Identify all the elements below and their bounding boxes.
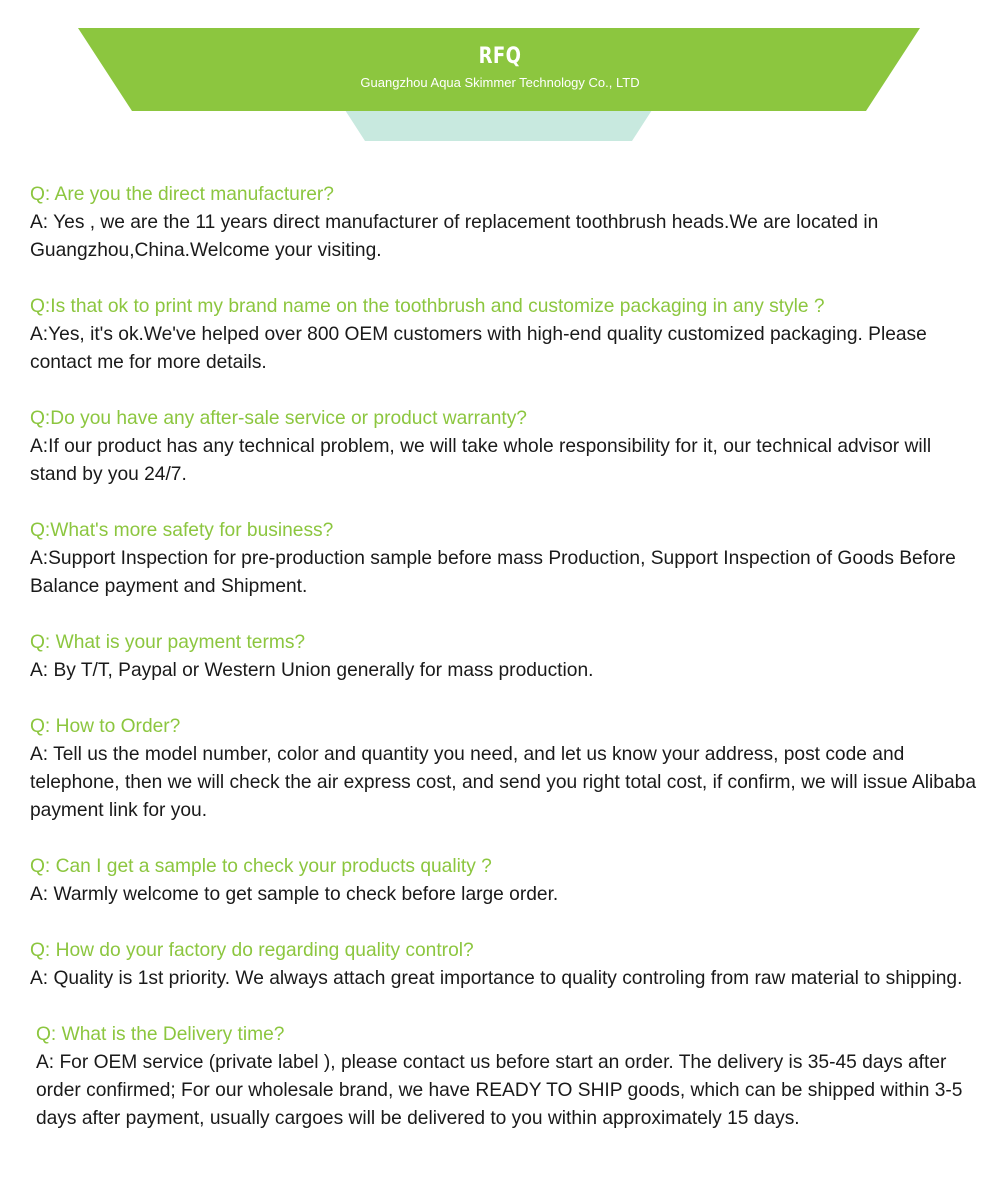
- faq-item-delivery-time: [30, 1021, 980, 1133]
- faq-question: Q: How to Order?: [30, 716, 181, 737]
- faq-answer: A: Yes , we are the 11 years direct manufacturer of replacement toothbrush heads.We are located in Guangzhou,China.Welcome your visiting.: [30, 212, 879, 261]
- faq-question: Q:What's more safety for business?: [30, 520, 334, 541]
- banner-mint-trapezoid: [345, 110, 652, 141]
- faq-question: Q: Can I get a sample to check your products quality ?: [30, 856, 492, 877]
- faq-item-after-sale: [30, 405, 980, 489]
- faq-item-brand-printing: [30, 293, 980, 377]
- faq-question: Q: What is your payment terms?: [30, 632, 306, 653]
- faq-answer: A:Yes, it's ok.We've helped over 800 OEM customers with high-end quality customized packaging. Please contact me for more details.: [30, 324, 927, 373]
- faq-answer: A:If our product has any technical problem, we will take whole responsibility for it, our technical advisor will stand by you 24/7.: [30, 436, 932, 485]
- faq-answer: A: For OEM service (private label ), please contact us before start an order. The delivery is 35-45 days after order confirmed; For our wholesale brand, we have READY TO SHIP goods, which can be shipped within 3-5 days after payment, usually cargoes will be delivered to you within approximately 15 days.: [36, 1052, 963, 1129]
- faq-answer: A: By T/T, Paypal or Western Union generally for mass production.: [30, 660, 594, 681]
- faq-question: Q: How do your factory do regarding quality control?: [30, 940, 474, 961]
- faq-answer: A:Support Inspection for pre-production sample before mass Production, Support Inspection of Goods Before Balance payment and Shipment.: [30, 548, 956, 597]
- rfq-banner: [0, 0, 1000, 150]
- faq-question: Q:Do you have any after-sale service or product warranty?: [30, 408, 527, 429]
- faq-item-direct-manufacturer: [30, 181, 980, 265]
- faq-question: Q:Is that ok to print my brand name on the toothbrush and customize packaging in any style ?: [30, 296, 825, 317]
- faq-question: Q: Are you the direct manufacturer?: [30, 184, 334, 205]
- faq-list: [30, 181, 980, 1161]
- faq-item-sample: [30, 853, 980, 909]
- faq-question: Q: What is the Delivery time?: [36, 1024, 285, 1045]
- faq-item-quality-control: [30, 937, 980, 993]
- banner-title: RFQ: [478, 44, 522, 69]
- faq-item-how-to-order: [30, 713, 980, 825]
- faq-answer: A: Quality is 1st priority. We always attach great importance to quality controling from raw material to shipping.: [30, 968, 963, 989]
- faq-answer: A: Tell us the model number, color and quantity you need, and let us know your address, post code and telephone, then we will check the air express cost, and send you right total cost, if confirm, we will issue Alibaba payment link for you.: [30, 744, 976, 821]
- banner-subtitle: Guangzhou Aqua Skimmer Technology Co., LTD: [360, 75, 640, 90]
- faq-answer: A: Warmly welcome to get sample to check before large order.: [30, 884, 559, 905]
- faq-item-safety: [30, 517, 980, 601]
- faq-item-payment-terms: [30, 629, 980, 685]
